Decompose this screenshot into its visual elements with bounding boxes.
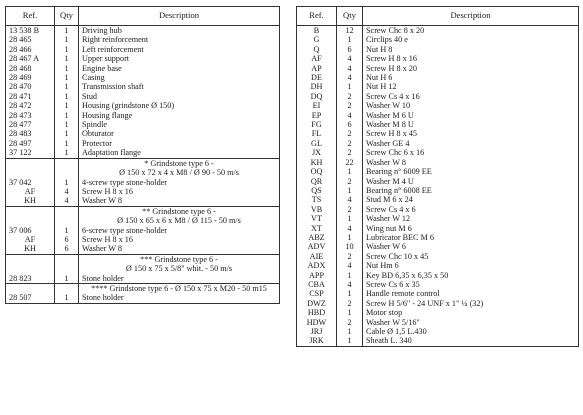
description-cell: Washer M 8 U xyxy=(363,120,579,129)
table-row xyxy=(297,346,579,347)
ref-cell: ADV xyxy=(297,242,337,251)
right-table-body xyxy=(297,26,579,347)
qty-cell: 1 xyxy=(55,226,79,235)
table-row xyxy=(6,64,280,73)
table-row xyxy=(6,26,280,35)
qty-cell: 1 xyxy=(55,73,79,82)
description-cell: **** Grindstone type 6 - Ø 150 x 75 x M20 - 50 m15 xyxy=(79,283,280,293)
ref-cell xyxy=(297,346,337,347)
qty-cell: 6 xyxy=(337,45,363,54)
table-row xyxy=(6,45,280,54)
qty-cell xyxy=(55,206,79,216)
description-cell: Housing flange xyxy=(79,111,280,120)
ref-cell: HBD xyxy=(297,308,337,317)
ref-cell: JRK xyxy=(297,336,337,345)
description-cell: Left reinforcement xyxy=(79,45,280,54)
ref-cell: AF xyxy=(6,187,55,196)
qty-cell xyxy=(55,168,79,177)
qty-cell: 2 xyxy=(337,205,363,214)
ref-cell: DQ xyxy=(297,92,337,101)
table-row xyxy=(297,54,579,63)
ref-cell: 28 497 xyxy=(6,139,55,148)
table-row xyxy=(297,205,579,214)
ref-cell: 37 042 xyxy=(6,178,55,187)
ref-cell: G xyxy=(297,35,337,44)
description-cell xyxy=(79,303,280,304)
qty-cell xyxy=(55,216,79,225)
ref-cell: 28 471 xyxy=(6,92,55,101)
table-row xyxy=(6,303,280,304)
table-row xyxy=(6,101,280,110)
qty-cell: 2 xyxy=(337,177,363,186)
ref-cell: B xyxy=(297,26,337,35)
qty-cell: 2 xyxy=(337,92,363,101)
qty-cell: 12 xyxy=(337,26,363,35)
table-row xyxy=(297,195,579,204)
description-cell: Ø 150 x 75 x 5/8" whit. - 50 m/s xyxy=(79,264,280,273)
qty-cell: 1 xyxy=(55,139,79,148)
qty-cell: 1 xyxy=(337,186,363,195)
table-row xyxy=(297,45,579,54)
description-cell: Screw Chc 8 x 20 xyxy=(363,26,579,35)
table-row xyxy=(6,216,280,225)
qty-cell: 1 xyxy=(55,148,79,157)
table-row xyxy=(6,92,280,101)
ref-cell: 28 823 xyxy=(6,274,55,283)
qty-cell: 1 xyxy=(337,35,363,44)
description-cell: * Grindstone type 6 - xyxy=(79,158,280,168)
ref-cell: 28 466 xyxy=(6,45,55,54)
ref-cell: AIE xyxy=(297,252,337,261)
ref-cell: DE xyxy=(297,73,337,82)
ref-cell: 13 538 B xyxy=(6,26,55,35)
qty-cell: 6 xyxy=(337,120,363,129)
qty-cell: 4 xyxy=(55,196,79,205)
qty-cell: 1 xyxy=(337,308,363,317)
description-cell: Protector xyxy=(79,139,280,148)
description-cell: Nut H 8 xyxy=(363,45,579,54)
table-row xyxy=(6,129,280,138)
qty-cell: 1 xyxy=(55,35,79,44)
description-cell: Driving hub xyxy=(79,26,280,35)
ref-cell: 28 465 xyxy=(6,35,55,44)
description-cell: Screw Cs 6 x 35 xyxy=(363,280,579,289)
description-cell: 4-screw type stone-holder xyxy=(79,178,280,187)
table-row xyxy=(6,226,280,235)
description-cell: Washer W 5/16" xyxy=(363,318,579,327)
qty-cell: 1 xyxy=(337,233,363,242)
qty-cell: 2 xyxy=(337,129,363,138)
description-cell: Sheath L. 340 xyxy=(363,336,579,345)
table-row xyxy=(6,178,280,187)
table-row xyxy=(297,101,579,110)
table-row xyxy=(6,244,280,253)
qty-cell: 1 xyxy=(55,26,79,35)
ref-cell: DH xyxy=(297,82,337,91)
description-cell: Washer W 8 xyxy=(79,196,280,205)
description-cell: Bearing n° 6008 EE xyxy=(363,186,579,195)
description-cell: Washer W 8 xyxy=(79,244,280,253)
table-row xyxy=(297,129,579,138)
ref-cell: EP xyxy=(297,111,337,120)
qty-column-header: Qty xyxy=(337,7,363,26)
ref-cell: 28 467 A xyxy=(6,54,55,63)
ref-cell: FG xyxy=(297,120,337,129)
description-cell: Engine base xyxy=(79,64,280,73)
ref-cell xyxy=(6,254,55,264)
ref-cell: TS xyxy=(297,195,337,204)
table-row xyxy=(297,299,579,308)
qty-cell: 4 xyxy=(337,280,363,289)
qty-cell: 4 xyxy=(337,64,363,73)
qty-cell: 1 xyxy=(55,120,79,129)
ref-column-header: Ref. xyxy=(6,7,55,26)
description-cell: Motor stop xyxy=(363,308,579,317)
ref-cell: QS xyxy=(297,186,337,195)
ref-cell: APP xyxy=(297,271,337,280)
qty-cell: 4 xyxy=(55,187,79,196)
ref-cell: VB xyxy=(297,205,337,214)
description-cell: Screw H 8 x 45 xyxy=(363,129,579,138)
table-row xyxy=(297,82,579,91)
table-row xyxy=(6,168,280,177)
description-cell: *** Grindstone type 6 - xyxy=(79,254,280,264)
qty-cell: 1 xyxy=(55,64,79,73)
ref-cell: OQ xyxy=(297,167,337,176)
table-row xyxy=(297,271,579,280)
qty-cell: 4 xyxy=(337,224,363,233)
table-row xyxy=(297,261,579,270)
description-cell: Adaptation flange xyxy=(79,148,280,157)
ref-cell: 28 472 xyxy=(6,101,55,110)
ref-cell xyxy=(6,303,55,304)
table-row xyxy=(6,120,280,129)
table-row xyxy=(297,224,579,233)
description-cell: Screw H 5/6" - 24 UNF x 1" ¼ (32) xyxy=(363,299,579,308)
ref-cell xyxy=(6,206,55,216)
qty-cell: 1 xyxy=(55,293,79,302)
qty-cell: 10 xyxy=(337,242,363,251)
ref-cell: Q xyxy=(297,45,337,54)
qty-cell: 1 xyxy=(55,274,79,283)
description-cell: Ø 150 x 72 x 4 x M8 / Ø 90 - 50 m/s xyxy=(79,168,280,177)
description-cell: Ø 150 x 65 x 6 x M8 / Ø 115 - 50 m/s xyxy=(79,216,280,225)
qty-cell xyxy=(337,346,363,347)
table-row xyxy=(6,293,280,302)
table-row xyxy=(297,92,579,101)
left-table-body xyxy=(6,26,280,304)
description-cell: Key BD 6,35 x 6,35 x 50 xyxy=(363,271,579,280)
table-row xyxy=(297,64,579,73)
qty-cell xyxy=(55,264,79,273)
qty-cell: 1 xyxy=(337,167,363,176)
table-row xyxy=(297,252,579,261)
ref-cell: AF xyxy=(6,235,55,244)
qty-cell: 1 xyxy=(337,327,363,336)
table-row xyxy=(6,111,280,120)
table-row xyxy=(297,308,579,317)
ref-cell: JX xyxy=(297,148,337,157)
description-cell: Screw Cs 4 x 16 xyxy=(363,92,579,101)
qty-cell: 1 xyxy=(337,289,363,298)
description-cell: Washer W 10 xyxy=(363,101,579,110)
description-cell: Screw H 8 x 16 xyxy=(79,187,280,196)
qty-cell xyxy=(55,158,79,168)
ref-cell: 28 477 xyxy=(6,120,55,129)
table-row xyxy=(6,82,280,91)
description-cell: Stone holder xyxy=(79,293,280,302)
table-row xyxy=(6,54,280,63)
qty-column-header: Qty xyxy=(55,7,79,26)
qty-cell: 6 xyxy=(55,235,79,244)
ref-cell: 28 470 xyxy=(6,82,55,91)
qty-cell xyxy=(55,283,79,293)
ref-column-header: Ref. xyxy=(297,7,337,26)
description-cell: Right reinforcement xyxy=(79,35,280,44)
table-row xyxy=(297,233,579,242)
description-cell: Wing nut M 6 xyxy=(363,224,579,233)
table-row xyxy=(6,148,280,157)
qty-cell xyxy=(55,303,79,304)
table-row xyxy=(297,242,579,251)
qty-cell: 6 xyxy=(55,244,79,253)
qty-cell: 1 xyxy=(55,92,79,101)
table-row xyxy=(6,73,280,82)
qty-cell: 1 xyxy=(55,178,79,187)
table-row xyxy=(297,35,579,44)
table-row xyxy=(6,196,280,205)
description-cell: Stud xyxy=(79,92,280,101)
table-row xyxy=(297,177,579,186)
left-header-row xyxy=(6,7,280,26)
description-cell: Upper support xyxy=(79,54,280,63)
table-row xyxy=(297,167,579,176)
ref-cell: 28 469 xyxy=(6,73,55,82)
description-cell: Washer W 8 xyxy=(363,158,579,167)
table-row xyxy=(6,187,280,196)
ref-cell xyxy=(6,168,55,177)
description-cell: Housing (grindstone Ø 150) xyxy=(79,101,280,110)
description-cell: Washer M 4 U xyxy=(363,177,579,186)
table-row xyxy=(6,283,280,293)
ref-cell: KH xyxy=(6,196,55,205)
description-cell: Washer W 12 xyxy=(363,214,579,223)
qty-cell: 2 xyxy=(337,318,363,327)
ref-cell: JRJ xyxy=(297,327,337,336)
qty-cell: 1 xyxy=(55,54,79,63)
description-column-header: Description xyxy=(79,7,280,26)
ref-cell: AF xyxy=(297,54,337,63)
qty-cell: 1 xyxy=(337,336,363,345)
ref-cell: GL xyxy=(297,139,337,148)
right-parts-table xyxy=(296,6,579,347)
table-row xyxy=(297,26,579,35)
qty-cell: 1 xyxy=(55,82,79,91)
table-row xyxy=(6,206,280,216)
ref-cell: EI xyxy=(297,101,337,110)
description-cell: Obturator xyxy=(79,129,280,138)
description-cell: ** Grindstone type 6 - xyxy=(79,206,280,216)
qty-cell: 4 xyxy=(337,54,363,63)
table-row xyxy=(297,148,579,157)
ref-cell xyxy=(6,283,55,293)
description-cell: Nut H 12 xyxy=(363,82,579,91)
ref-cell: HDW xyxy=(297,318,337,327)
table-row xyxy=(297,111,579,120)
qty-cell: 4 xyxy=(337,195,363,204)
table-row xyxy=(297,327,579,336)
description-cell xyxy=(363,346,579,347)
description-cell: Screw Chc 6 x 16 xyxy=(363,148,579,157)
qty-cell: 2 xyxy=(337,101,363,110)
table-row xyxy=(6,158,280,168)
description-cell: Handle remote control xyxy=(363,289,579,298)
table-row xyxy=(297,318,579,327)
description-cell: Circlips 40 e xyxy=(363,35,579,44)
ref-cell: 28 483 xyxy=(6,129,55,138)
description-cell: Washer M 6 U xyxy=(363,111,579,120)
qty-cell: 2 xyxy=(337,148,363,157)
ref-cell: 28 507 xyxy=(6,293,55,302)
qty-cell: 1 xyxy=(55,101,79,110)
table-row xyxy=(297,139,579,148)
qty-cell: 1 xyxy=(55,45,79,54)
table-row xyxy=(297,214,579,223)
table-row xyxy=(6,274,280,283)
right-header-row xyxy=(297,7,579,26)
ref-cell: QR xyxy=(297,177,337,186)
description-cell: Casing xyxy=(79,73,280,82)
left-parts-table xyxy=(5,6,280,304)
table-row xyxy=(6,139,280,148)
table-row xyxy=(297,280,579,289)
qty-cell: 1 xyxy=(55,129,79,138)
table-row xyxy=(297,158,579,167)
ref-cell xyxy=(6,264,55,273)
ref-cell: FL xyxy=(297,129,337,138)
ref-cell: VT xyxy=(297,214,337,223)
qty-cell: 1 xyxy=(337,82,363,91)
description-cell: Screw H 8 x 16 xyxy=(363,54,579,63)
description-cell: Nut H 6 xyxy=(363,73,579,82)
table-row xyxy=(297,289,579,298)
ref-cell: CSP xyxy=(297,289,337,298)
description-column-header: Description xyxy=(363,7,579,26)
table-row xyxy=(297,186,579,195)
description-cell: Cable Ø 1,5 L.430 xyxy=(363,327,579,336)
qty-cell: 22 xyxy=(337,158,363,167)
qty-cell xyxy=(55,254,79,264)
ref-cell: KH xyxy=(6,244,55,253)
ref-cell: ABZ xyxy=(297,233,337,242)
description-cell: Spindle xyxy=(79,120,280,129)
table-row xyxy=(6,235,280,244)
ref-cell: DWZ xyxy=(297,299,337,308)
ref-cell xyxy=(6,158,55,168)
table-row xyxy=(6,264,280,273)
qty-cell: 4 xyxy=(337,73,363,82)
table-row xyxy=(6,35,280,44)
description-cell: Screw H 8 x 20 xyxy=(363,64,579,73)
ref-cell: ADX xyxy=(297,261,337,270)
qty-cell: 2 xyxy=(337,252,363,261)
description-cell: Washer W 6 xyxy=(363,242,579,251)
description-cell: Nut Hm 6 xyxy=(363,261,579,270)
ref-cell: CBA xyxy=(297,280,337,289)
qty-cell: 1 xyxy=(337,214,363,223)
qty-cell: 1 xyxy=(337,271,363,280)
ref-cell: AP xyxy=(297,64,337,73)
table-row xyxy=(297,73,579,82)
description-cell: Bearing n° 6009 EE xyxy=(363,167,579,176)
description-cell: Screw H 8 x 16 xyxy=(79,235,280,244)
description-cell: Screw Cs 4 x 6 xyxy=(363,205,579,214)
ref-cell: 37 006 xyxy=(6,226,55,235)
qty-cell: 2 xyxy=(337,299,363,308)
ref-cell: 28 468 xyxy=(6,64,55,73)
qty-cell: 1 xyxy=(55,111,79,120)
description-cell: Transmission shaft xyxy=(79,82,280,91)
description-cell: 6-screw type stone-holder xyxy=(79,226,280,235)
ref-cell xyxy=(6,216,55,225)
description-cell: Stud M 6 x 24 xyxy=(363,195,579,204)
description-cell: Washer GE 4 xyxy=(363,139,579,148)
table-row xyxy=(297,336,579,345)
description-cell: Lubricator BEC M 6 xyxy=(363,233,579,242)
description-cell: Stone holder xyxy=(79,274,280,283)
ref-cell: XT xyxy=(297,224,337,233)
table-row xyxy=(6,254,280,264)
qty-cell: 4 xyxy=(337,261,363,270)
qty-cell: 2 xyxy=(337,139,363,148)
description-cell: Screw Chc 10 x 45 xyxy=(363,252,579,261)
qty-cell: 4 xyxy=(337,111,363,120)
ref-cell: 37 122 xyxy=(6,148,55,157)
table-row xyxy=(297,120,579,129)
ref-cell: KH xyxy=(297,158,337,167)
ref-cell: 28 473 xyxy=(6,111,55,120)
